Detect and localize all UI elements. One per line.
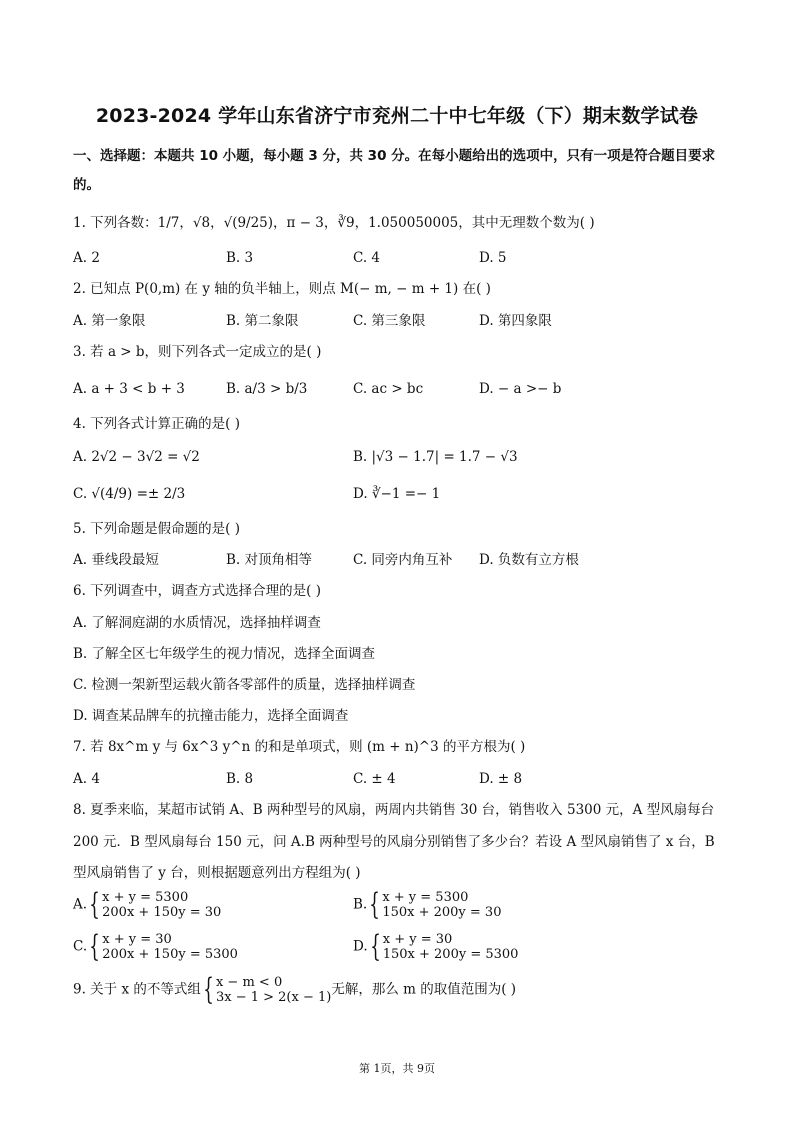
option-d: D. ∛−1 =− 1 <box>353 486 441 502</box>
equation: 150x + 200y = 5300 <box>382 947 519 962</box>
page-title: 2023-2024 学年山东省济宁市兖州二十中七年级（下）期末数学试卷 <box>95 105 699 127</box>
option-label: A. <box>73 896 88 913</box>
brace-icon: { <box>203 972 214 1007</box>
equation-system <box>383 932 519 962</box>
option-b: B. 3 <box>226 250 254 266</box>
option-a: A. 4 <box>73 771 100 787</box>
question-7-stem: 7. 若 8x^m y 与 6x^3 y^n 的和是单项式，则 (m + n)^3 的平方根为( ) <box>73 739 526 755</box>
inequality: 3x − 1 > 2(x − 1) <box>215 990 332 1005</box>
question-8-line-2: 200 元．B 型风扇每台 150 元，问 A.B 两种型号的风扇分别销售了多少台？若设 A 型风扇销售了 x 台，B <box>73 834 715 850</box>
option-d: D. − a >− b <box>479 381 562 397</box>
option-a: A. a + 3 < b + 3 <box>73 381 185 397</box>
option-label: B. <box>353 896 368 913</box>
option-c: C. 4 <box>353 250 381 266</box>
equation: 200x + 150y = 5300 <box>102 947 238 962</box>
question-9-prefix: 9. 关于 x 的不等式组 <box>73 981 201 998</box>
option-c: C. 检测一架新型运载火箭各零部件的质量，选择抽样调查 <box>73 677 416 693</box>
brace-icon: { <box>369 887 381 922</box>
brace-icon: { <box>89 887 100 922</box>
option-c: C. 同旁内角互补 <box>353 552 453 568</box>
question-3-stem: 3. 若 a > b，则下列各式一定成立的是( ) <box>73 344 322 360</box>
option-b: B. 第二象限 <box>226 313 299 329</box>
option-a: A. 了解洞庭湖的水质情况，选择抽样调查 <box>73 615 321 631</box>
equation-system <box>382 890 501 920</box>
page-footer: 第 1页，共 9页 <box>359 1062 435 1075</box>
question-4-stem: 4. 下列各式计算正确的是( ) <box>73 416 240 432</box>
question-5-stem: 5. 下列命题是假命题的是( ) <box>73 521 240 537</box>
equation-system <box>102 890 221 920</box>
option-d: D. 5 <box>479 250 507 266</box>
question-1-stem: 1. 下列各数：1/7，√8，√(9/25)，π − 3，∛9，1.050050005，其中无理数个数为( ) <box>73 215 595 231</box>
equation: 200x + 150y = 30 <box>102 905 222 920</box>
option-d: D. 调查某品牌车的抗撞击能力，选择全面调查 <box>73 708 349 724</box>
option-b: B. a/3 > b/3 <box>226 381 308 397</box>
inequality: x − m < 0 <box>215 975 283 990</box>
equation-system <box>102 932 238 962</box>
question-2-stem: 2. 已知点 P(0,m) 在 y 轴的负半轴上，则点 M(− m, − m + 1) 在( ) <box>73 281 491 297</box>
option-a: A. 垂线段最短 <box>73 552 159 568</box>
equation: x + y = 5300 <box>102 890 189 905</box>
option-d: D. 第四象限 <box>479 313 552 329</box>
brace-icon: { <box>369 929 381 964</box>
brace-icon: { <box>89 929 100 964</box>
option-d: D. 负数有立方根 <box>479 552 579 568</box>
section-heading: 一、选择题：本题共 10 小题，每小题 3 分，共 30 分。在每小题给出的选项中，只有一项是符合题目要求的。 <box>73 148 716 193</box>
question-8-line-3: 型风扇销售了 y 台，则根据题意列出方程组为( ) <box>73 865 361 881</box>
option-label: D. <box>353 938 368 955</box>
question-9-suffix: 无解，那么 m 的取值范围为( ) <box>331 981 517 998</box>
equation: x + y = 5300 <box>382 890 469 905</box>
option-b: B. 8 <box>226 771 254 787</box>
option-c: C. √(4/9) =± 2/3 <box>73 486 186 502</box>
option-b <box>353 887 502 922</box>
inequality-system <box>216 975 331 1005</box>
option-c: C. ac > bc <box>353 381 424 397</box>
option-d <box>353 929 519 964</box>
option-d: D. ± 8 <box>479 771 523 787</box>
option-c: C. ± 4 <box>353 771 396 787</box>
option-c <box>73 929 238 964</box>
equation: 150x + 200y = 30 <box>382 905 502 920</box>
question-6-stem: 6. 下列调查中，调查方式选择合理的是( ) <box>73 583 321 599</box>
option-b: B. 了解全区七年级学生的视力情况，选择全面调查 <box>73 646 376 662</box>
option-a: A. 2 <box>73 250 100 266</box>
option-a <box>73 887 222 922</box>
question-9-text <box>73 972 517 1007</box>
option-b: B. |√3 − 1.7| = 1.7 − √3 <box>353 449 518 465</box>
option-c: C. 第三象限 <box>353 313 426 329</box>
option-a: A. 2√2 − 3√2 = √2 <box>73 449 200 465</box>
equation: x + y = 30 <box>382 932 453 947</box>
option-label: C. <box>73 938 88 955</box>
option-a: A. 第一象限 <box>73 313 146 329</box>
equation: x + y = 30 <box>102 932 172 947</box>
option-b: B. 对顶角相等 <box>226 552 313 568</box>
question-8-line-1: 8. 夏季来临，某超市试销 A、B 两种型号的风扇，两周内共销售 30 台，销售收入 5300 元，A 型风扇每台 <box>73 802 715 818</box>
